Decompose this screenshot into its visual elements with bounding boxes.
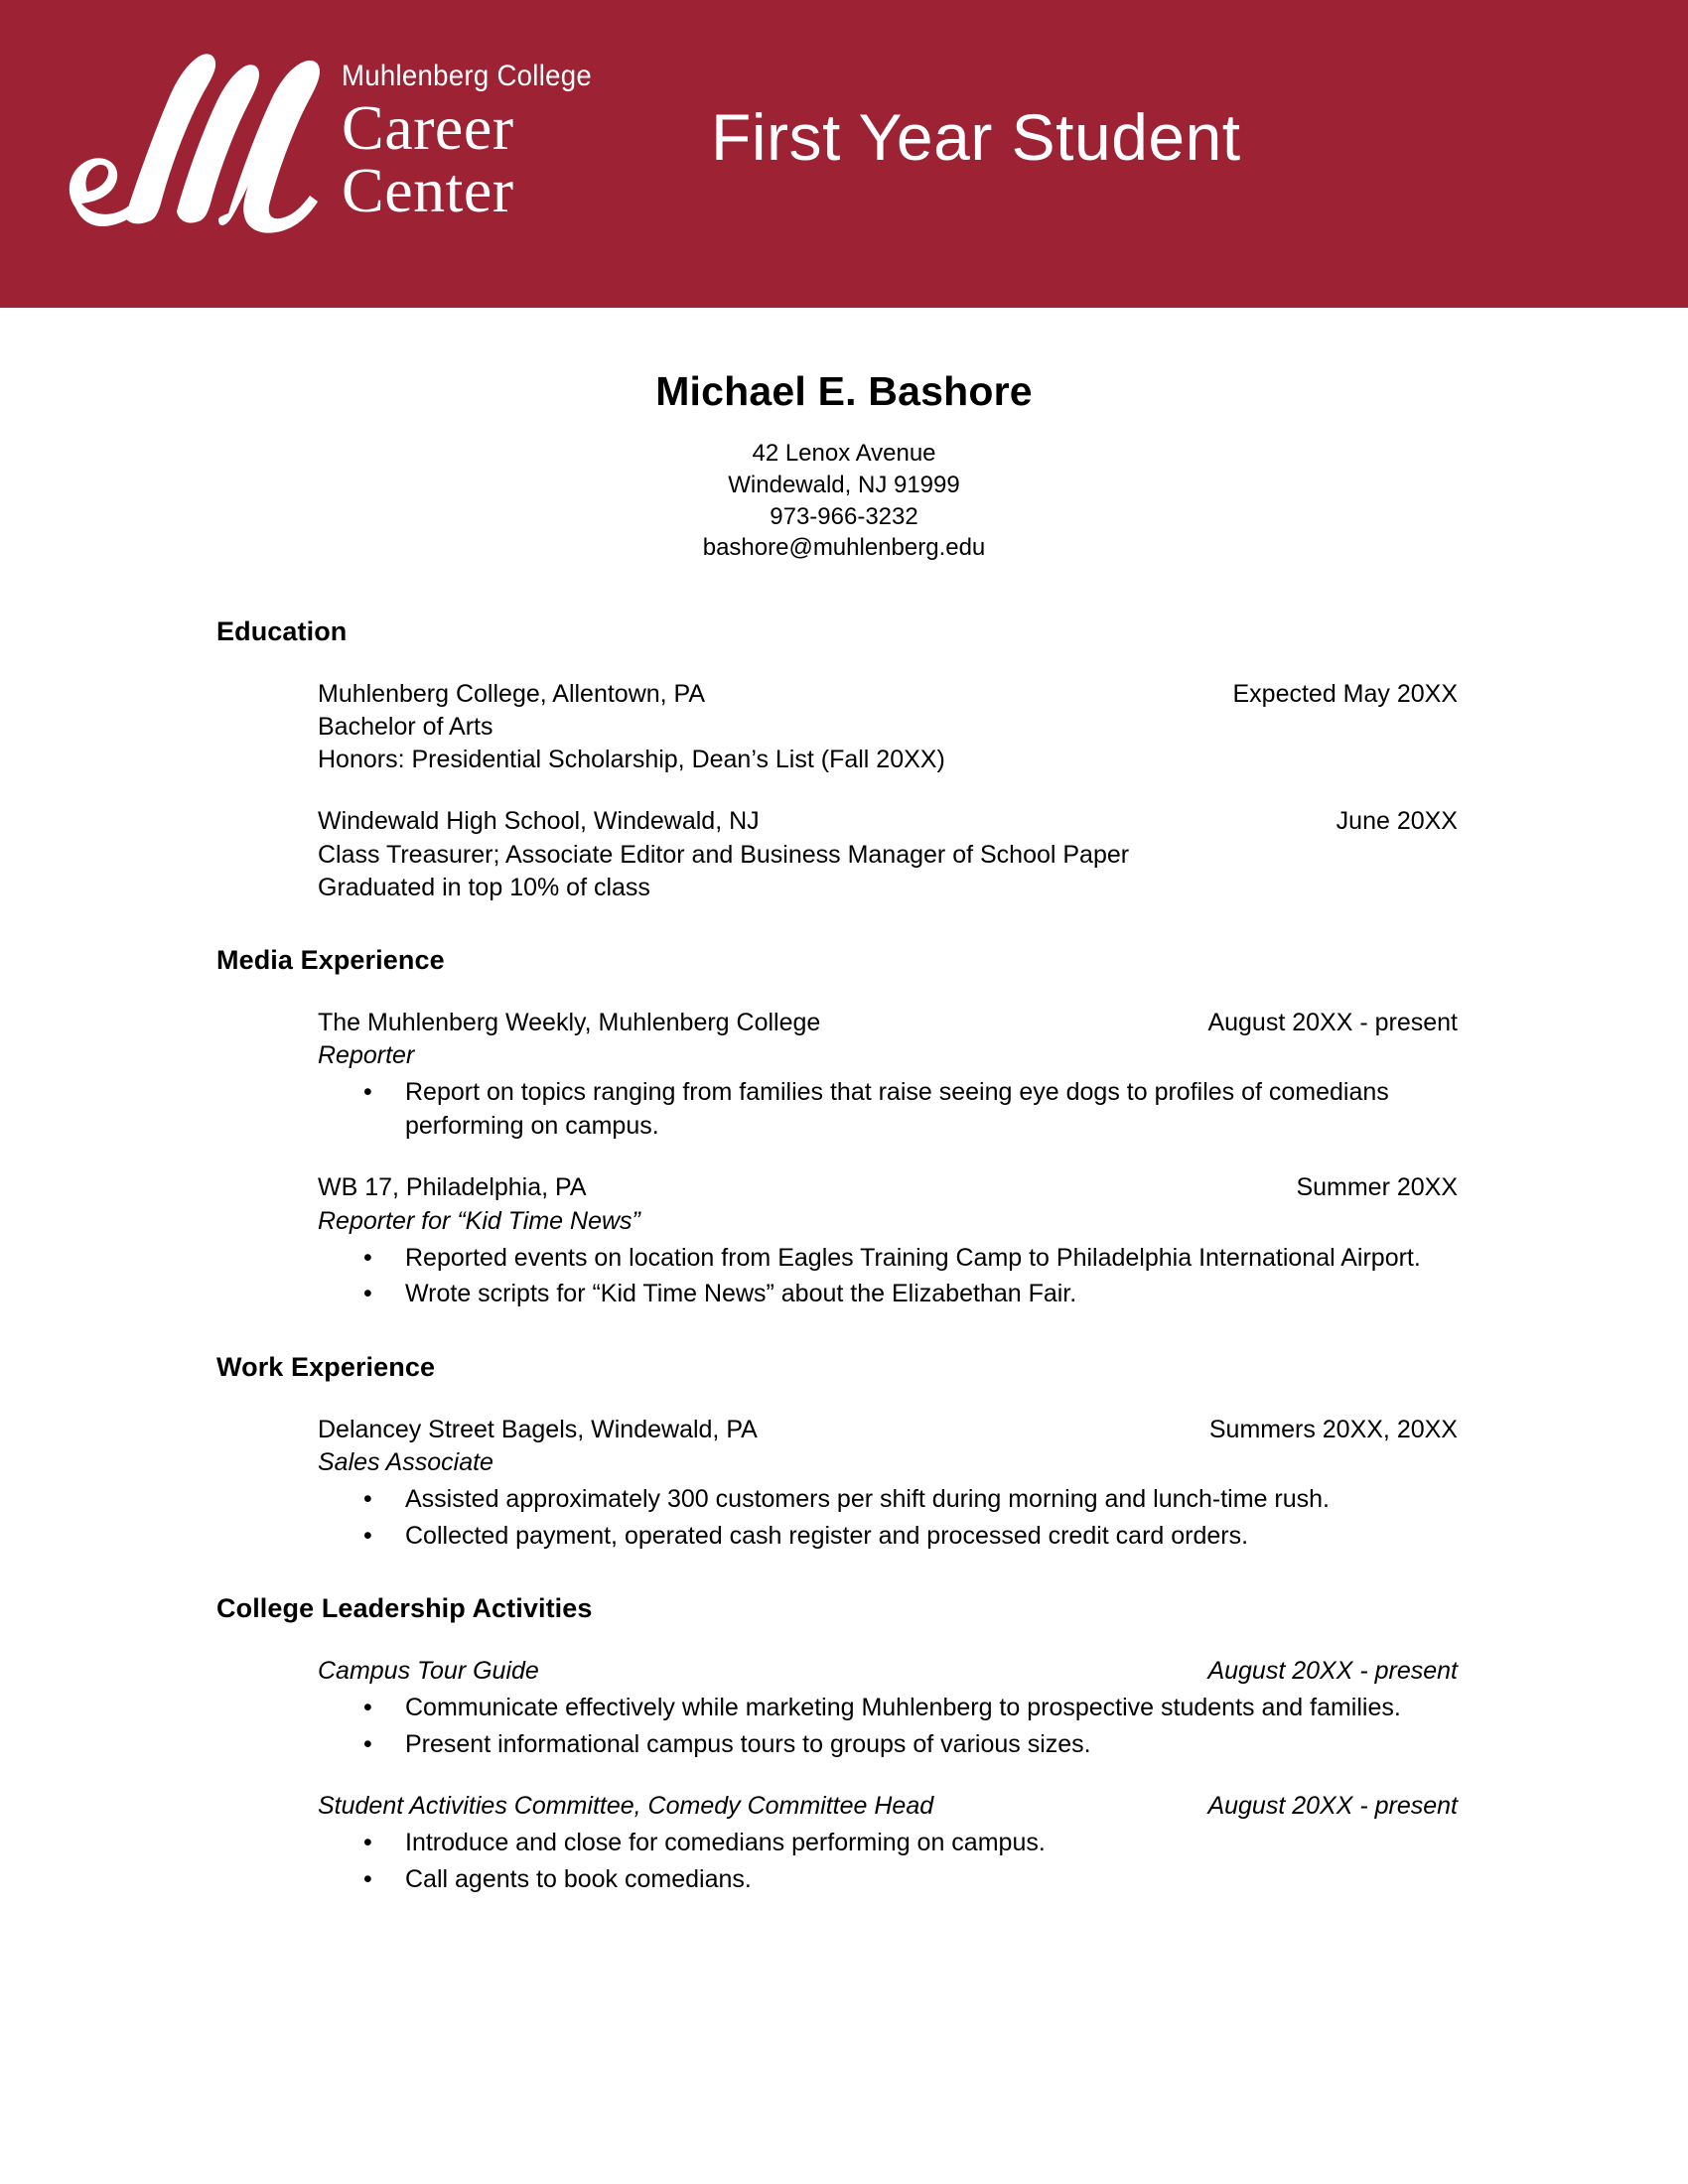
logo-wordmark [338, 57, 614, 225]
resume-entry [318, 1655, 1458, 1761]
bullet-item [318, 1728, 1458, 1762]
resume-section [0, 1351, 1688, 1553]
applicant-name: Michael E. Bashore [655, 368, 1033, 414]
contact-block [0, 438, 1688, 564]
resume-entry [318, 1790, 1458, 1896]
bullet-dot-icon: • [363, 1521, 372, 1550]
section-entries [318, 678, 1458, 905]
entry-title-row [318, 1171, 1458, 1204]
entry-organization: Delancey Street Bagels, Windewald, PA [318, 1415, 758, 1443]
entry-role: Reporter for “Kid Time News” [318, 1206, 640, 1235]
bullet-text: Collected payment, operated cash register and processed credit card orders. [405, 1521, 1249, 1550]
resume-section [0, 944, 1688, 1311]
entry-bullet-list [318, 1076, 1458, 1143]
bullet-item [318, 1076, 1458, 1143]
bullet-text: Reported events on location from Eagles Training Camp to Philadelphia International Airport. [405, 1243, 1421, 1272]
entry-role: Reporter [318, 1041, 415, 1070]
bullet-item [318, 1863, 1458, 1897]
entry-detail-line: Honors: Presidential Scholarship, Dean’s List (Fall 20XX) [318, 746, 945, 774]
bullet-item [318, 1483, 1458, 1517]
bullet-text: Assisted approximately 300 customers per shift during morning and lunch-time rush. [405, 1485, 1330, 1514]
bullet-item [318, 1827, 1458, 1860]
entry-organization: WB 17, Philadelphia, PA [318, 1173, 587, 1202]
section-heading: Work Experience [216, 1351, 436, 1382]
entry-organization: Windewald High School, Windewald, NJ [318, 807, 760, 836]
entry-title-row [318, 1007, 1458, 1039]
bullet-text: Communicate effectively while marketing Muhlenberg to prospective students and families. [405, 1694, 1401, 1722]
bullet-dot-icon: • [363, 1485, 372, 1514]
entry-date: Expected May 20XX [1232, 679, 1458, 708]
entry-bullet-list [318, 1692, 1458, 1761]
entry-date: August 20XX - present [1207, 1008, 1458, 1036]
entry-date: August 20XX - present [1207, 1656, 1458, 1685]
bullet-dot-icon: • [363, 1864, 372, 1893]
bullet-text: Wrote scripts for “Kid Time News” about the Elizabethan Fair. [405, 1280, 1077, 1308]
bullet-dot-icon: • [363, 1729, 372, 1758]
bullet-dot-icon: • [363, 1694, 372, 1722]
entry-organization: Muhlenberg College, Allentown, PA [318, 679, 706, 708]
muhlenberg-script-m-icon [60, 33, 338, 246]
bullet-item [318, 1692, 1458, 1725]
resume-entry [318, 678, 1458, 777]
entry-title-row [318, 1655, 1458, 1688]
entry-role-title: Student Activities Committee, Comedy Committee Head [318, 1792, 934, 1821]
bullet-text: Introduce and close for comedians performing on campus. [405, 1829, 1046, 1857]
entry-role-title: Campus Tour Guide [318, 1656, 539, 1685]
entry-title-row [318, 678, 1458, 711]
contact-email: bashore@muhlenberg.edu [702, 534, 986, 562]
entry-detail-line: Class Treasurer; Associate Editor and Business Manager of School Paper [318, 840, 1130, 869]
logo-college-text: Muhlenberg College [342, 59, 592, 92]
entry-detail-line: Graduated in top 10% of class [318, 873, 650, 901]
bullet-dot-icon: • [363, 1078, 372, 1107]
bullet-dot-icon: • [363, 1243, 372, 1272]
bullet-item [318, 1278, 1458, 1311]
entry-date: Summers 20XX, 20XX [1208, 1415, 1458, 1443]
entry-role: Sales Associate [318, 1447, 493, 1476]
section-heading: College Leadership Activities [216, 1593, 593, 1624]
resume-entry [318, 805, 1458, 904]
entry-detail-line: Bachelor of Arts [318, 712, 493, 741]
bullet-text: Report on topics ranging from families that raise seeing eye dogs to profiles of comedians performing on campus. [405, 1078, 1389, 1140]
bullet-text: Present informational campus tours to groups of various sizes. [405, 1729, 1091, 1758]
section-entries [318, 1655, 1458, 1897]
section-entries [318, 1007, 1458, 1311]
entry-title-row [318, 1790, 1458, 1823]
bullet-item [318, 1242, 1458, 1276]
section-heading: Media Experience [216, 945, 445, 976]
entry-bullet-list [318, 1242, 1458, 1311]
entry-bullet-list [318, 1483, 1458, 1553]
resume-section [0, 615, 1688, 904]
contact-street: 42 Lenox Avenue [752, 440, 936, 468]
resume-sections [0, 615, 1688, 1897]
contact-phone: 973-966-3232 [770, 502, 918, 530]
section-heading: Education [216, 615, 348, 646]
entry-title-row [318, 805, 1458, 838]
resume-document [0, 308, 1688, 1896]
entry-organization: The Muhlenberg Weekly, Muhlenberg College [318, 1008, 821, 1036]
contact-city-state-zip: Windewald, NJ 91999 [728, 471, 960, 498]
bullet-text: Call agents to book comedians. [405, 1864, 752, 1893]
resume-entry [318, 1007, 1458, 1144]
entry-title-row [318, 1414, 1458, 1446]
logo-career-text: Career [342, 92, 514, 164]
bullet-dot-icon: • [363, 1829, 372, 1857]
resume-entry [318, 1414, 1458, 1554]
banner-title: First Year Student [711, 100, 1241, 174]
bullet-dot-icon: • [363, 1280, 372, 1308]
bullet-item [318, 1520, 1458, 1554]
section-entries [318, 1414, 1458, 1554]
career-center-logo [60, 30, 616, 248]
entry-date: June 20XX [1336, 807, 1458, 836]
resume-section [0, 1592, 1688, 1896]
entry-bullet-list [318, 1827, 1458, 1896]
entry-date: August 20XX - present [1207, 1792, 1458, 1821]
entry-date: Summer 20XX [1296, 1173, 1458, 1202]
logo-center-text: Center [342, 154, 514, 225]
header-banner [0, 0, 1688, 308]
resume-entry [318, 1171, 1458, 1311]
